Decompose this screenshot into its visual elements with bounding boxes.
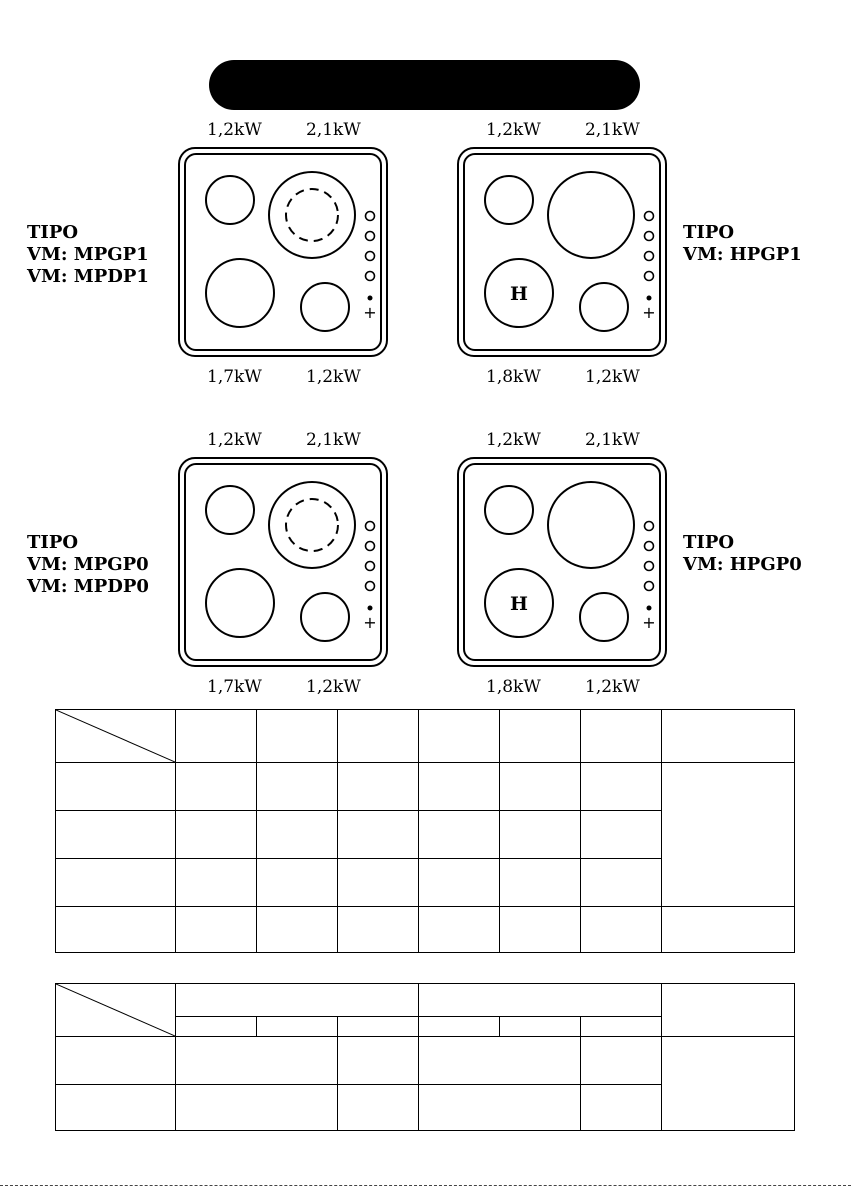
burner-medium-bottom-left xyxy=(206,569,274,637)
table-row xyxy=(56,907,795,953)
table-cell xyxy=(500,859,581,907)
power-label-top-left: 1,2kW xyxy=(486,120,541,140)
control-plus-symbol: + xyxy=(363,613,377,632)
table-cell xyxy=(500,1016,581,1036)
table-cell xyxy=(338,1016,419,1036)
table-cell xyxy=(56,907,176,953)
table-cell xyxy=(419,907,500,953)
table-row xyxy=(56,710,795,763)
diagonal-header-cell xyxy=(56,984,176,1037)
power-label-top-left: 1,2kW xyxy=(207,120,262,140)
control-knob-indicator xyxy=(645,582,654,591)
table-cell xyxy=(338,1037,419,1085)
table-cell xyxy=(581,1037,662,1085)
table-cell xyxy=(56,859,176,907)
table-cell xyxy=(56,811,176,859)
halogen-label: H xyxy=(510,283,528,305)
burner-small-top-left xyxy=(485,176,533,224)
burner-dual-zone-inner xyxy=(286,499,338,551)
burner-small-top-left xyxy=(206,486,254,534)
spec-table-1 xyxy=(55,709,795,953)
table-cell xyxy=(257,710,338,763)
table-cell xyxy=(338,1085,419,1131)
tipo-heading: TIPO xyxy=(27,532,79,553)
tipo-heading: TIPO xyxy=(683,222,735,243)
table-cell xyxy=(338,763,419,811)
spec-table-2 xyxy=(55,983,795,1131)
hob-diagram-hpgp0 xyxy=(457,457,667,667)
model-code: VM: HPGP0 xyxy=(683,554,802,575)
tipo-heading: TIPO xyxy=(27,222,79,243)
table-cell xyxy=(176,710,257,763)
table-row xyxy=(56,984,795,1017)
power-label-bottom-left: 1,8kW xyxy=(486,367,541,387)
power-label-top-right: 2,1kW xyxy=(585,120,640,140)
table-cell xyxy=(176,859,257,907)
control-knob-indicator xyxy=(645,542,654,551)
control-knob-indicator xyxy=(366,542,375,551)
tipo-heading: TIPO xyxy=(683,532,735,553)
table-cell-merged xyxy=(419,1037,581,1085)
table-cell xyxy=(419,1016,500,1036)
diagonal-header-cell xyxy=(56,710,176,763)
control-knob-indicator xyxy=(645,272,654,281)
table-cell xyxy=(662,984,795,1037)
table-cell xyxy=(176,907,257,953)
table-cell-merged xyxy=(419,1085,581,1131)
burner-large-top-right xyxy=(548,172,634,258)
control-knob-indicator xyxy=(645,212,654,221)
table-cell-merged xyxy=(662,763,795,907)
table-cell xyxy=(257,763,338,811)
table-cell xyxy=(662,710,795,763)
table-cell-merged xyxy=(176,1085,338,1131)
burner-dual-zone-inner xyxy=(286,189,338,241)
burner-large-top-right xyxy=(548,482,634,568)
power-label-top-right: 2,1kW xyxy=(306,120,361,140)
burner-small-top-left xyxy=(485,486,533,534)
table-cell xyxy=(338,907,419,953)
power-label-bottom-right: 1,2kW xyxy=(585,367,640,387)
burner-large-top-right xyxy=(269,172,355,258)
power-label-top-right: 2,1kW xyxy=(306,430,361,450)
control-knob-indicator xyxy=(366,252,375,261)
table-cell xyxy=(176,811,257,859)
table-cell-merged xyxy=(176,1037,338,1085)
table-cell xyxy=(56,1037,176,1085)
table-cell xyxy=(662,907,795,953)
power-label-top-left: 1,2kW xyxy=(486,430,541,450)
control-knob-indicator xyxy=(366,212,375,221)
table-row xyxy=(56,763,795,811)
table-cell-group xyxy=(176,984,419,1017)
control-plus-symbol: + xyxy=(642,613,656,632)
table-cell xyxy=(581,907,662,953)
table-cell xyxy=(419,811,500,859)
table-cell xyxy=(176,1016,257,1036)
control-knob-indicator xyxy=(645,562,654,571)
control-dot xyxy=(368,296,373,301)
burner-small-bottom-right xyxy=(580,283,628,331)
table-cell xyxy=(500,811,581,859)
power-label-bottom-right: 1,2kW xyxy=(585,677,640,697)
control-dot xyxy=(368,606,373,611)
table-cell xyxy=(338,859,419,907)
power-label-bottom-left: 1,8kW xyxy=(486,677,541,697)
table-cell xyxy=(56,1085,176,1131)
burner-small-bottom-right xyxy=(580,593,628,641)
table-cell xyxy=(419,710,500,763)
table-cell xyxy=(419,763,500,811)
control-knob-indicator xyxy=(366,522,375,531)
halogen-label: H xyxy=(510,593,528,615)
model-code: VM: MPDP1 xyxy=(27,266,149,287)
model-code: VM: MPGP1 xyxy=(27,244,149,265)
page-edge-rule xyxy=(0,1185,851,1186)
table-cell xyxy=(581,710,662,763)
table-cell xyxy=(581,1085,662,1131)
table-row xyxy=(56,1037,795,1085)
table-cell xyxy=(500,710,581,763)
control-knob-indicator xyxy=(645,252,654,261)
table-cell xyxy=(581,859,662,907)
table-cell xyxy=(581,763,662,811)
table-cell xyxy=(257,907,338,953)
control-dot xyxy=(647,606,652,611)
model-type-block-hpgp0 xyxy=(683,532,802,576)
power-label-bottom-right: 1,2kW xyxy=(306,677,361,697)
burner-medium-bottom-left xyxy=(206,259,274,327)
control-plus-symbol: + xyxy=(642,303,656,322)
table-cell xyxy=(500,763,581,811)
control-knob-indicator xyxy=(645,522,654,531)
table-cell xyxy=(338,710,419,763)
table-cell xyxy=(257,811,338,859)
control-knob-indicator xyxy=(366,562,375,571)
table-cell xyxy=(257,1016,338,1036)
table-cell xyxy=(500,907,581,953)
control-knob-indicator xyxy=(366,582,375,591)
table-cell xyxy=(176,763,257,811)
burner-small-bottom-right xyxy=(301,283,349,331)
burner-small-bottom-right xyxy=(301,593,349,641)
table-cell-group xyxy=(419,984,662,1017)
table-cell xyxy=(257,859,338,907)
burner-small-top-left xyxy=(206,176,254,224)
hob-diagram-hpgp1 xyxy=(457,147,667,357)
table-cell xyxy=(419,859,500,907)
model-code: VM: HPGP1 xyxy=(683,244,802,265)
model-type-block-mpgp1 xyxy=(27,222,149,288)
power-label-bottom-left: 1,7kW xyxy=(207,677,262,697)
table-cell xyxy=(338,811,419,859)
model-code: VM: MPGP0 xyxy=(27,554,149,575)
table-cell xyxy=(56,763,176,811)
control-plus-symbol: + xyxy=(363,303,377,322)
power-label-bottom-right: 1,2kW xyxy=(306,367,361,387)
model-type-block-mpgp0 xyxy=(27,532,149,598)
control-knob-indicator xyxy=(645,232,654,241)
power-label-top-right: 2,1kW xyxy=(585,430,640,450)
hob-diagram-mpgp0 xyxy=(178,457,388,667)
control-knob-indicator xyxy=(366,232,375,241)
control-dot xyxy=(647,296,652,301)
table-cell xyxy=(581,1016,662,1036)
power-label-bottom-left: 1,7kW xyxy=(207,367,262,387)
title-banner xyxy=(209,60,640,110)
power-label-top-left: 1,2kW xyxy=(207,430,262,450)
burner-large-top-right xyxy=(269,482,355,568)
hob-diagram-mpgp1 xyxy=(178,147,388,357)
table-cell-merged xyxy=(662,1037,795,1131)
model-code: VM: MPDP0 xyxy=(27,576,149,597)
table-cell xyxy=(581,811,662,859)
model-type-block-hpgp1 xyxy=(683,222,802,266)
control-knob-indicator xyxy=(366,272,375,281)
